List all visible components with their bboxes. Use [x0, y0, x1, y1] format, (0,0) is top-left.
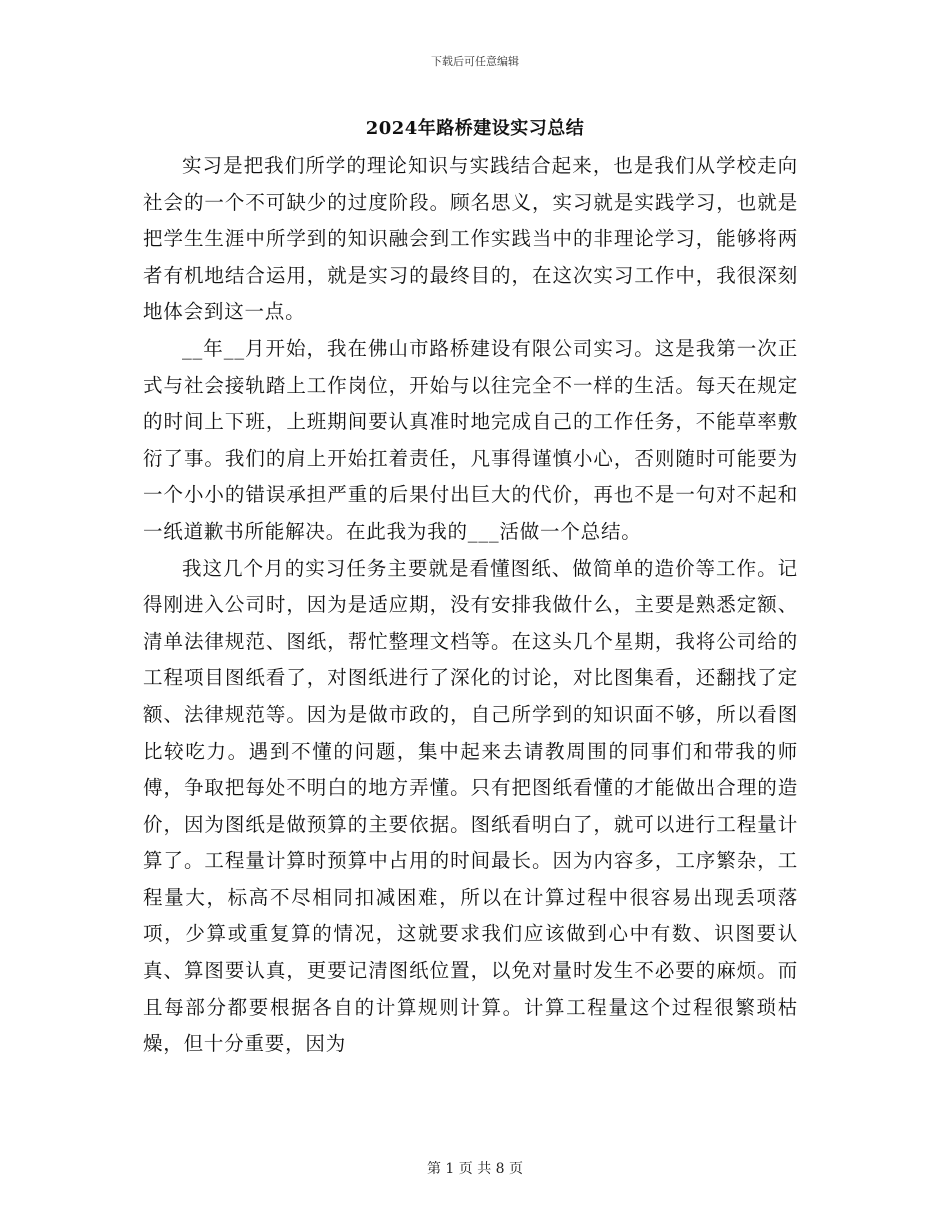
- paragraph-3: 我这几个月的实习任务主要就是看懂图纸、做简单的造价等工作。记得刚进入公司时，因为是适应期，没有安排我做什么，主要是熟悉定额、清单法律规范、图纸，帮忙整理文档等。在这头几个星期，我将公司给的工程项目图纸看了，对图纸进行了深化的讨论，对比图集看，还翻找了定额、法律规范等。因为是做市政的，自己所学到的知识面不够，所以看图比较吃力。遇到不懂的问题，集中起来去请教周围的同事们和带我的师傅，争取把每处不明白的地方弄懂。只有把图纸看懂的才能做出合理的造价，因为图纸是做预算的主要依据。图纸看明白了，就可以进行工程量计算了。工程量计算时预算中占用的时间最长。因为内容多，工序繁杂，工程量大，标高不尽相同扣减困难，所以在计算过程中很容易出现丢项落项，少算或重复算的情况，这就要求我们应该做到心中有数、识图要认真、算图要认真，更要记清图纸位置，以免对量时发生不必要的麻烦。而且每部分都要根据各自的计算规则计算。计算工程量这个过程很繁琐枯燥，但十分重要，因为: [143, 556, 798, 1056]
- paragraph-2: __年__月开始，我在佛山市路桥建设有限公司实习。这是我第一次正式与社会接轨踏上工作岗位，开始与以往完全不一样的生活。每天在规定的时间上下班，上班期间要认真准时地完成自己的工作任务，不能草率敷衍了事。我们的肩上开始扛着责任，凡事得谨慎小心，否则随时可能要为一个小小的错误承担严重的后果付出巨大的代价，再也不是一句对不起和一纸道歉书所能解决。在此我为我的___活做一个总结。: [143, 336, 798, 543]
- document-body: [143, 148, 798, 1063]
- page-header-note: 下载后可任意编辑: [431, 55, 519, 68]
- page-number: 第 1 页 共 8 页: [426, 1161, 524, 1177]
- document-title: 2024年路桥建设实习总结: [365, 118, 585, 139]
- paragraph-1: 实习是把我们所学的理论知识与实践结合起来，也是我们从学校走向社会的一个不可缺少的过度阶段。顾名思义，实习就是实践学习，也就是把学生生涯中所学到的知识融会到工作实践当中的非理论学习，能够将两者有机地结合运用，就是实习的最终目的，在这次实习工作中，我很深刻地体会到这一点。: [143, 154, 798, 324]
